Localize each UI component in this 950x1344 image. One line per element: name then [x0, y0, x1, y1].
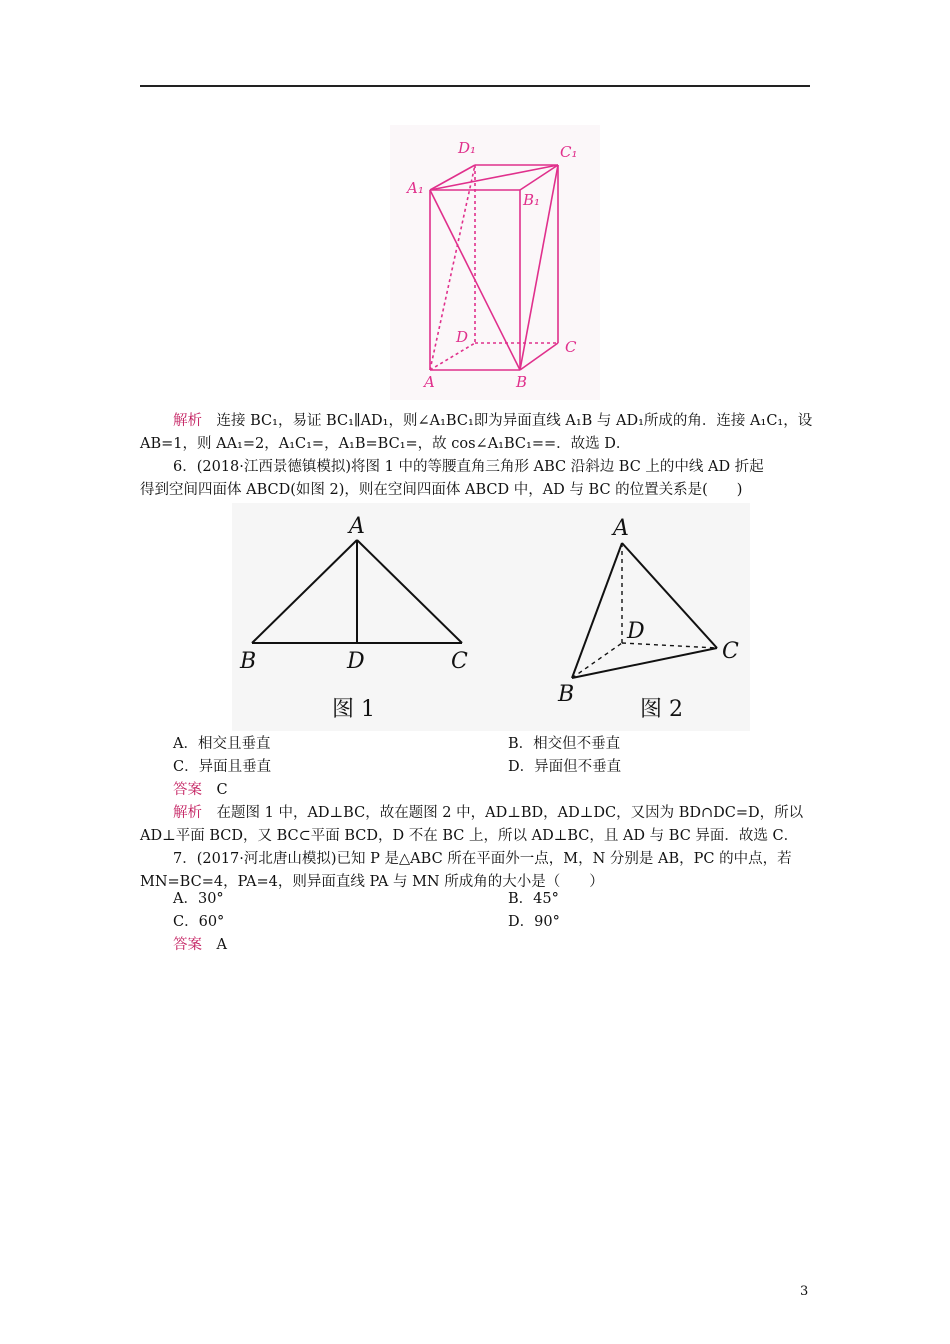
t1-label-A: A [349, 514, 365, 539]
q7-option-d: D．90° [508, 914, 560, 930]
q6-line1 [140, 456, 820, 478]
q7-option-c: C．60° [173, 914, 225, 930]
q6-solution-line2: AD⊥平面 BCD，又 BC⊂平面 BCD，D 不在 BC 上，所以 AD⊥BC，且 AD 与 BC 异面．故选 C． [140, 828, 799, 844]
solution-tag: 解析 [173, 413, 202, 429]
q6-option-a: A．相交且垂直 [173, 736, 271, 752]
label-A1: A₁ [407, 179, 424, 197]
solution-tag: 解析 [173, 805, 202, 821]
q7-text1: 7．(2017·河北唐山模拟)已知 P 是△ABC 所在平面外一点，M，N 分别是 AB，PC 的中点，若 [173, 851, 792, 867]
t1-label-C: C [451, 649, 468, 674]
q6-solution-line1 [140, 802, 820, 824]
t2-label-D: D [627, 619, 645, 644]
triangles-figure [232, 503, 750, 731]
q7-option-b: B．45° [508, 891, 559, 907]
q7-option-a: A．30° [173, 891, 224, 907]
solution5-line1 [140, 410, 820, 432]
label-D: D [456, 328, 469, 346]
answer-tag: 答案 [173, 937, 202, 953]
q6-option-b: B．相交但不垂直 [508, 736, 621, 752]
q6-option-d: D．异面但不垂直 [508, 759, 622, 775]
t1-label-D: D [347, 649, 365, 674]
q6-answer-value: C [216, 782, 228, 798]
t2-label-C: C [722, 639, 739, 664]
q6-text1: 6．(2018·江西景德镇模拟)将图 1 中的等腰直角三角形 ABC 沿斜边 BC 上的中线 AD 折起 [173, 459, 764, 475]
prism-figure [390, 125, 600, 400]
t1-label-B: B [240, 649, 257, 674]
q6-answer [173, 779, 228, 801]
q6-line2: 得到空间四面体 ABCD(如图 2)，则在空间四面体 ABCD 中，AD 与 BC 的位置关系是( ) [140, 482, 743, 498]
q7-answer [173, 934, 227, 956]
q7-line2: MN=BC=4，PA=4，则异面直线 PA 与 MN 所成角的大小是（ ） [140, 874, 604, 890]
solution5-line2: AB=1，则 AA₁=2，A₁C₁=，A₁B=BC₁=，故 cos∠A₁BC₁==．故选 D． [140, 436, 631, 452]
answer-tag: 答案 [173, 782, 202, 798]
page-number: 3 [800, 1284, 809, 1299]
q7-line1 [140, 848, 820, 870]
label-D1: D₁ [458, 139, 477, 157]
label-B: B [516, 373, 528, 391]
q6-solution-text1: 在题图 1 中，AD⊥BC，故在题图 2 中，AD⊥BD，AD⊥DC，又因为 BD∩DC=D，所以 [216, 805, 804, 821]
t2-label-A: A [613, 516, 629, 541]
header-rule [140, 85, 810, 87]
label-B1: B₁ [523, 191, 541, 209]
label-C1: C₁ [560, 143, 578, 161]
q6-option-c: C．异面且垂直 [173, 759, 272, 775]
caption-fig2: 图 2 [640, 697, 683, 722]
solution5-text1: 连接 BC₁，易证 BC₁∥AD₁，则∠A₁BC₁即为异面直线 A₁B 与 AD₁所成的角．连接 A₁C₁，设 [216, 413, 813, 429]
label-A: A [424, 373, 435, 391]
label-C: C [565, 338, 577, 356]
caption-fig1: 图 1 [332, 697, 375, 722]
q7-answer-value: A [216, 937, 227, 953]
t2-label-B: B [558, 682, 575, 707]
